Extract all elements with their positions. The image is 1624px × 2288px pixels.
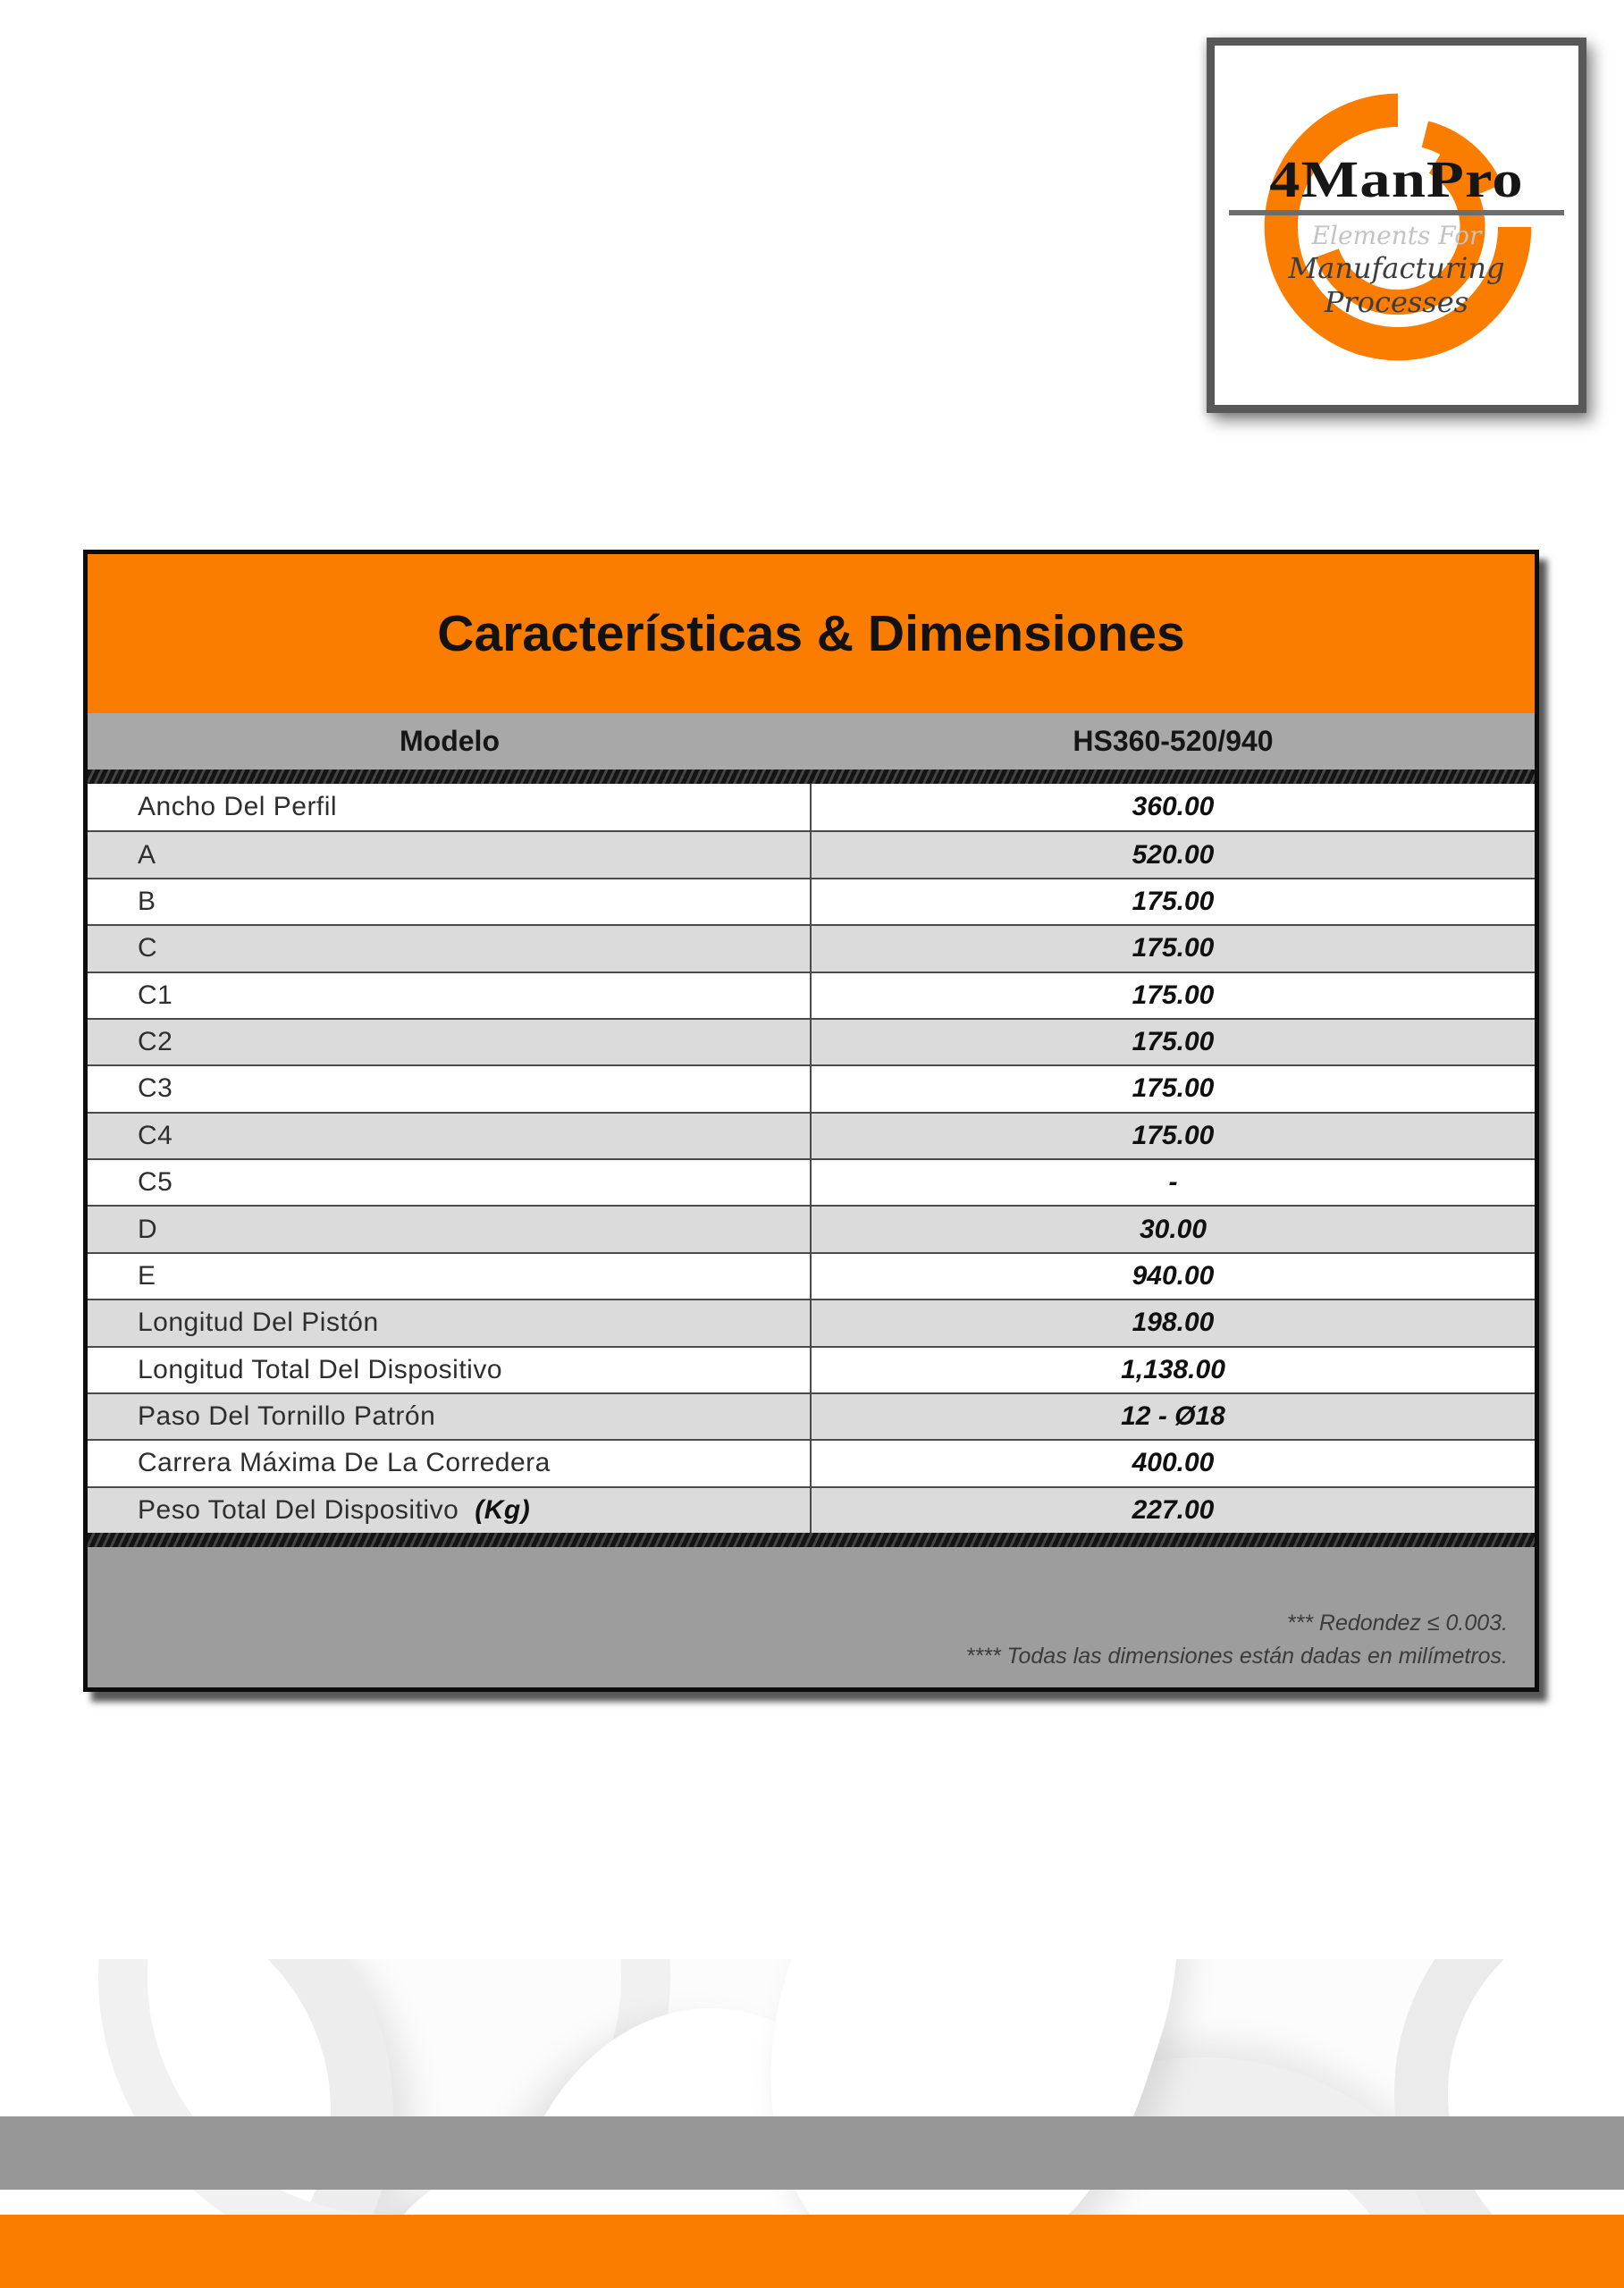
table-row [88, 972, 1535, 1018]
table-row [88, 1205, 1535, 1251]
row-label: Carrera Máxima De La Corredera [88, 1441, 812, 1485]
row-label: E [88, 1254, 812, 1299]
model-value-header: HS360-520/940 [1073, 725, 1274, 757]
row-value: 175.00 [1132, 886, 1215, 916]
footer-orange-band [0, 2215, 1624, 2288]
row-label: A [88, 832, 812, 877]
brand-rule [1229, 210, 1564, 215]
row-value: 940.00 [1132, 1260, 1215, 1291]
table-row [88, 784, 1535, 830]
table-body [88, 784, 1535, 1533]
footer-gray-band [0, 2116, 1624, 2190]
company-logo [1207, 38, 1586, 413]
table-row [88, 878, 1535, 924]
table-row [88, 924, 1535, 971]
row-value: 198.00 [1132, 1308, 1215, 1338]
row-value: 175.00 [1132, 1120, 1215, 1150]
table-row [88, 1018, 1535, 1064]
table-title: Características & Dimensiones [88, 554, 1535, 713]
row-label: B [88, 879, 812, 924]
row-label: C2 [88, 1020, 812, 1064]
row-value: 360.00 [1132, 792, 1215, 822]
table-row [88, 1252, 1535, 1299]
row-value: 400.00 [1132, 1448, 1215, 1478]
spec-table-panel [83, 550, 1539, 1692]
table-row [88, 1299, 1535, 1345]
row-label: Peso Total Del Dispositivo (Kg) [88, 1488, 812, 1533]
hatched-divider-top [88, 770, 1535, 784]
footnote-roundness: *** Redondez ≤ 0.003. [1286, 1611, 1508, 1636]
row-label: C4 [88, 1114, 812, 1158]
table-header-row [88, 713, 1535, 770]
table-row [88, 830, 1535, 877]
row-value: 30.00 [1139, 1214, 1207, 1244]
row-value: 520.00 [1132, 839, 1215, 870]
row-value: 12 - Ø18 [1121, 1401, 1225, 1432]
table-row [88, 1346, 1535, 1392]
brand-tagline-bottom: Manufacturing Processes [1288, 251, 1505, 319]
row-label: C1 [88, 973, 812, 1018]
row-label: C5 [88, 1160, 812, 1205]
table-row [88, 1486, 1535, 1533]
row-value: 227.00 [1132, 1494, 1215, 1525]
row-label: C3 [88, 1066, 812, 1111]
row-label: Paso Del Tornillo Patrón [88, 1394, 812, 1439]
row-value: - [1168, 1167, 1178, 1198]
row-value: 175.00 [1132, 1027, 1215, 1057]
row-label: C [88, 926, 812, 971]
row-value: 175.00 [1132, 933, 1215, 963]
row-label: Longitud Del Pistón [88, 1300, 812, 1345]
table-row [88, 1064, 1535, 1111]
table-footer [88, 1547, 1535, 1687]
table-row [88, 1392, 1535, 1439]
footnote-units: **** Todas las dimensiones están dadas en milímetros. [965, 1644, 1508, 1669]
model-column-header: Modelo [400, 725, 500, 757]
row-value: 175.00 [1132, 1073, 1215, 1104]
row-label: Ancho Del Perfil [88, 784, 812, 830]
row-label: Longitud Total Del Dispositivo [88, 1348, 812, 1392]
row-value: 175.00 [1132, 980, 1215, 1010]
row-label: D [88, 1207, 812, 1251]
table-row [88, 1439, 1535, 1485]
footer-decoration [0, 1959, 1624, 2288]
brand-tagline-top: Elements For [1311, 221, 1482, 250]
table-row [88, 1112, 1535, 1158]
brand-name: 4ManPro [1269, 150, 1524, 208]
hatched-divider-bottom [88, 1533, 1535, 1547]
table-row [88, 1158, 1535, 1205]
row-value: 1,138.00 [1121, 1354, 1225, 1384]
